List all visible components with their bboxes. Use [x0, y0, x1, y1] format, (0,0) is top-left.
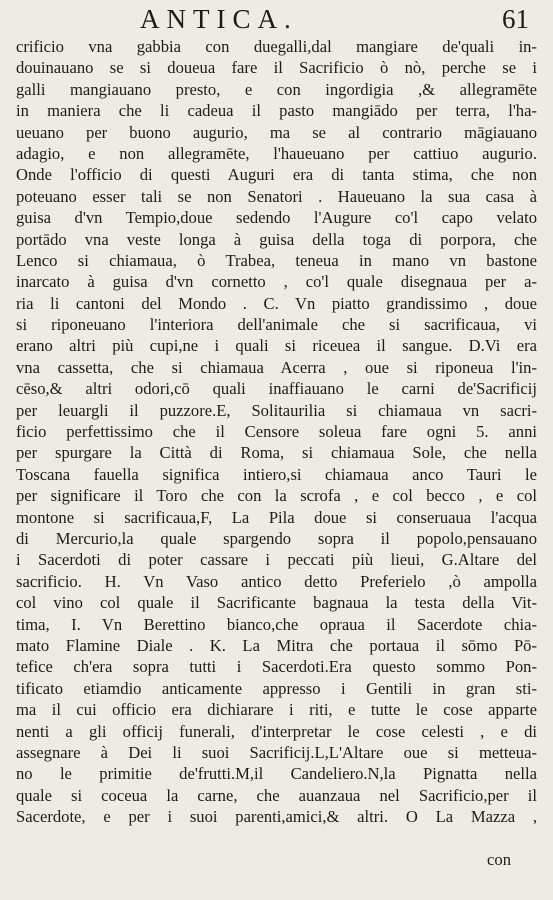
text-line: ma il cui officio era dichiarare i riti, e tutte le cose apparte	[16, 700, 537, 720]
text-line: ria li cantoni del Mondo . C. Vn piatto grandissimo , doue	[16, 293, 537, 313]
catchword: con	[487, 850, 511, 869]
text-line: per leuargli il puzzore.E, Solitaurilia si chiamaua vn sacri-	[16, 400, 537, 420]
text-line: tima, I. Vn Berettino bianco,che opraua il Sacerdote chia-	[16, 614, 537, 634]
text-line: in maniera che li cadeua il pasto mangiādo per terra, l'ha-	[16, 101, 537, 121]
text-line: Lenco si chiamaua, ò Trabea, teneua in mano vn bastone	[16, 250, 537, 270]
text-line: ficio perfettissimo che il Censore soleua fare ogni 5. anni	[16, 422, 537, 442]
text-line: adagio, e non allegramēte, l'haueuano per cattiuo augurio.	[16, 143, 537, 163]
page-header	[0, 0, 553, 38]
text-line: poteuano esser tali se non Senatori . Haueuano la sua casa à	[16, 186, 537, 206]
text-line: tificato etiamdio anticamente appresso i Gentili in gran sti-	[16, 678, 537, 698]
text-line: erano altri più cupi,ne i quali si riceuea il sangue. D.Vi era	[16, 336, 537, 356]
text-line: col vino col quale il Sacrificante bagnaua la testa della Vit-	[16, 593, 537, 613]
text-line: Toscana fauella significa intiero,si chiamaua anco Tauri le	[16, 464, 537, 484]
text-line: montone si sacrificaua,F, La Pila doue si conseruaua l'acqua	[16, 507, 537, 527]
text-line: portādo vna veste longa à guisa della toga di porpora, che	[16, 229, 537, 249]
text-line: guisa d'vn Tempio,doue sedendo l'Augure co'l capo velato	[16, 208, 537, 228]
text-line: assegnare à Dei li suoi Sacrificij.L,L'Altare oue si metteua-	[16, 742, 537, 762]
text-line: vna cassetta, che si chiamaua Acerra , oue si riponeua l'in-	[16, 357, 537, 377]
text-line: no le primitie de'frutti.M,il Candeliero.N,la Pignatta nella	[16, 764, 537, 784]
text-line: Onde l'officio di questi Auguri era di tanta stima, che non	[16, 165, 537, 185]
page-number: 61	[502, 4, 529, 34]
text-line: galli mangiauano presto, e con ingordigia ,& allegramēte	[16, 79, 537, 99]
text-line: crificio vna gabbia con duegalli,dal mangiare de'quali in-	[16, 37, 537, 56]
body-text	[16, 36, 537, 827]
running-title: ANTICA.	[140, 4, 298, 34]
text-line: ueuano per buono augurio, ma se al contrario māgiauano	[16, 122, 537, 142]
text-line: i Sacerdoti di poter cassare i peccati più lieui, G.Altare del	[16, 550, 537, 570]
text-line: sacrificio. H. Vn Vaso antico detto Preferielo ,ò ampolla	[16, 571, 537, 591]
text-line: di Mercurio,la quale spargendo sopra il popolo,pensauano	[16, 528, 537, 548]
text-line: per significare il Toro che con la scrofa , e col becco , e col	[16, 486, 537, 506]
text-line: cēso,& altri odori,cō quali inaffiauano le carni de'Sacrificij	[16, 379, 537, 399]
text-line: douinauano se si doueua fare il Sacrificio ò nò, perche se i	[16, 58, 537, 78]
text-line: Sacerdote, e per i suoi parenti,amici,& altri. O La Mazza ,	[16, 807, 537, 827]
text-line: per spurgare la Città di Roma, si chiamaua Sole, che nella	[16, 443, 537, 463]
text-line: nenti a gli officij funerali, d'interpretar le cose celesti , e di	[16, 721, 537, 741]
text-line: mato Flamine Diale . K. La Mitra che portaua il sōmo Pō-	[16, 635, 537, 655]
text-line: si riponeuano l'interiora dell'animale che si sacrificaua, vi	[16, 315, 537, 335]
text-line: quale si coceua la carne, che auanzaua nel Sacrificio,per il	[16, 785, 537, 805]
text-line: tefice ch'era sopra tutti i Sacerdoti.Era questo sommo Pon-	[16, 657, 537, 677]
text-line: inarcato à guisa d'vn cornetto , co'l quale disegnaua per a-	[16, 272, 537, 292]
